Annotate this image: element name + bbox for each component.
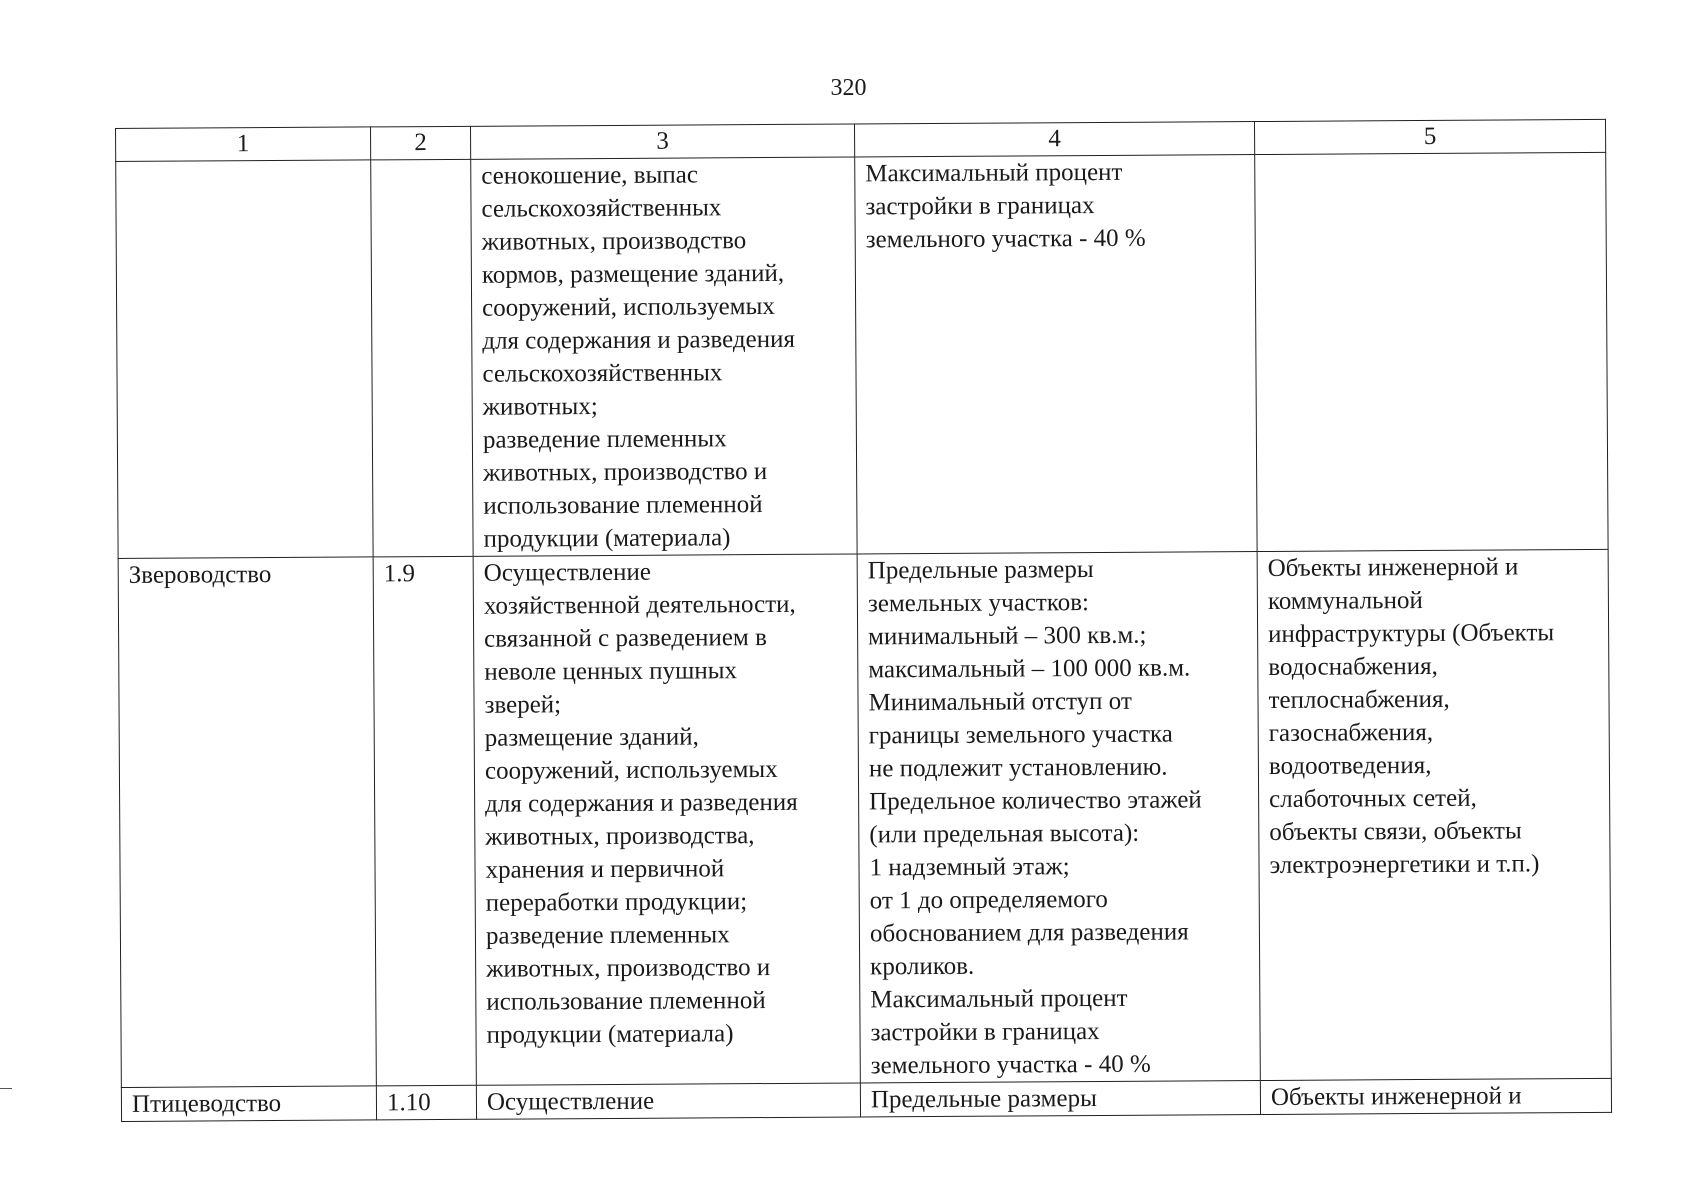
column-header-1: 1 xyxy=(116,127,371,162)
use-description-cell: сенокошение, выпас сельскохозяйственных животных, производство кормов, размещение зданий, сооружений, используемых для содержания и разведения сельскохозяйственных животных; разведение племенных животных, производство и использование племенной продукции (материала) xyxy=(471,157,857,556)
zoning-table xyxy=(115,119,1612,1122)
column-header-3: 3 xyxy=(470,124,854,159)
column-header-4: 4 xyxy=(854,122,1254,157)
use-code-cell xyxy=(371,159,473,557)
use-code-cell: 1.9 xyxy=(373,556,476,1086)
table-row xyxy=(116,152,1608,558)
use-name-cell xyxy=(116,160,373,559)
use-code-cell: 1.10 xyxy=(376,1085,476,1120)
infrastructure-cell xyxy=(1255,152,1608,551)
infrastructure-cell: Объекты инженерной и xyxy=(1260,1078,1611,1114)
use-name-cell: Птицеводство xyxy=(121,1086,376,1122)
page-number: 320 xyxy=(830,75,867,101)
table-row xyxy=(118,549,1611,1087)
parameters-cell: Предельные размеры xyxy=(860,1081,1260,1117)
use-description-cell: Осуществление хозяйственной деятельности, связанной с разведением в неволе ценных пушных зверей; размещение зданий, сооружений, используемых для содержания и разведения животных, производства, хранения и первичной переработки продукции; разведение племенных животных, производство и использование племенной продукции (материала) xyxy=(473,554,860,1085)
use-name-cell: Звероводство xyxy=(118,557,376,1088)
use-description-cell: Осуществление xyxy=(476,1083,860,1119)
margin-mark xyxy=(0,1088,12,1089)
parameters-cell: Максимальный процент застройки в границах земельного участка - 40 % xyxy=(855,155,1257,554)
column-header-2: 2 xyxy=(370,126,470,160)
infrastructure-cell: Объекты инженерной и коммунальной инфраструктуры (Объекты водоснабжения, теплоснабжения, газоснабжения, водоотведения, слаботочных сетей, объекты связи, объекты электроэнергетики и т.п.) xyxy=(1257,549,1611,1080)
parameters-cell: Предельные размеры земельных участков: минимальный – 300 кв.м.; максимальный – 100 000 кв.м. Минимальный отступ от границы земельного участка не подлежит установлению. Предельное количество этажей (или предельная высота): 1 надземный этаж; от 1 до определяемого обоснованием для разведения кроликов. Максимальный процент застройки в границах земельного участка - 40 % xyxy=(857,552,1260,1083)
column-header-5: 5 xyxy=(1254,119,1605,154)
